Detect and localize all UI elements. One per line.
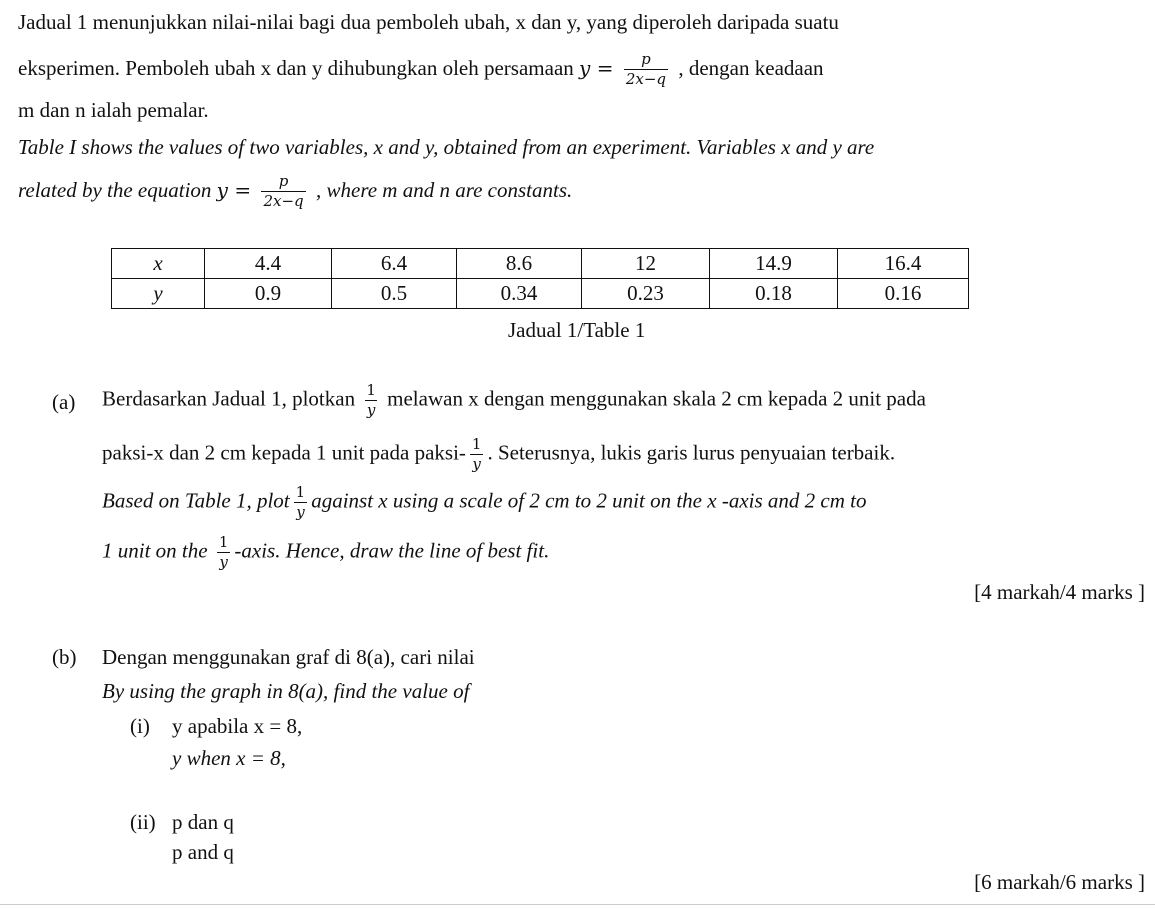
part-a-en-line-1a: Based on Table 1, plot: [102, 488, 290, 513]
part-b-marks: [6 markah/6 marks ]: [974, 870, 1145, 894]
fraction-den: y: [366, 401, 376, 419]
intro-ms-line-2b: , dengan keadaan: [678, 56, 824, 80]
intro-en-line-2b: , where m and n are constants.: [316, 178, 573, 202]
table-cell: 0.9: [205, 279, 332, 309]
part-a-en-line-2: [102, 535, 549, 570]
fraction-1-over-y: [364, 383, 378, 418]
data-table: [111, 248, 969, 309]
part-a-en-line-2b: -axis. Hence, draw the line of best fit.: [234, 538, 550, 563]
equation-ms: [579, 50, 678, 88]
part-a-en-line-1b: against x using a scale of 2 cm to 2 unit on the x -axis and 2 cm to: [311, 488, 867, 513]
table-cell: 0.23: [582, 279, 710, 309]
intro-ms-line-3: m dan n ialah pemalar.: [18, 98, 209, 122]
fraction-num: 1: [295, 483, 306, 501]
bottom-rule: [0, 904, 1155, 905]
fraction-num: 1: [471, 435, 482, 453]
table-row-y: [112, 279, 969, 309]
fraction-den: y: [296, 503, 305, 521]
intro-en-line-2: [18, 174, 572, 209]
intro-en-line-1: Table I shows the values of two variables, x and y, obtained from an experiment. Variables x and y are: [18, 135, 875, 159]
equation-en: [216, 172, 316, 210]
part-a-ms-line-1b: melawan x dengan menggunakan skala 2 cm kepada 2 unit pada: [387, 386, 926, 411]
equation-denominator-en: 2x−q: [263, 192, 304, 210]
intro-ms-line-2a: eksperimen. Pemboleh ubah x dan y dihubungkan oleh persamaan: [18, 56, 574, 80]
equation-numerator: p: [641, 50, 651, 68]
table-cell: 16.4: [838, 249, 969, 279]
table-cell: 0.34: [457, 279, 582, 309]
equation-denominator: 2x−q: [625, 70, 666, 88]
part-b-i-label: (i): [130, 714, 150, 738]
table-cell: 14.9: [710, 249, 838, 279]
intro-ms-line-2: [18, 52, 824, 87]
equation-fraction-en: [261, 174, 305, 209]
part-b-label: (b): [52, 645, 77, 669]
fraction-num: 1: [218, 533, 229, 551]
part-b-ii-ms: p dan q: [172, 810, 234, 834]
table-cell: 0.16: [838, 279, 969, 309]
table-cell: 0.18: [710, 279, 838, 309]
table-cell: 12: [582, 249, 710, 279]
equation-lhs: y =: [579, 56, 614, 80]
part-b-ii-en: p and q: [172, 840, 234, 864]
intro-ms-line-1: Jadual 1 menunjukkan nilai-nilai bagi dua pemboleh ubah, x dan y, yang diperoleh daripada suatu: [18, 10, 839, 34]
part-a-en-line-1: [102, 485, 866, 520]
table-caption: Jadual 1/Table 1: [508, 318, 646, 342]
table-row-x: [112, 249, 969, 279]
fraction-den: y: [219, 553, 228, 571]
table-cell: 4.4: [205, 249, 332, 279]
part-a-ms-line-2b: . Seterusnya, lukis garis lurus penyuaian terbaik.: [487, 440, 896, 465]
equation-lhs-en: y =: [216, 178, 252, 202]
fraction-num: 1: [366, 381, 376, 399]
equation-numerator-en: p: [278, 172, 289, 190]
table-header-x: x: [112, 249, 205, 279]
fraction-den: y: [472, 455, 481, 473]
part-b-ii-label: (ii): [130, 810, 156, 834]
fraction-1-over-y: [470, 437, 484, 472]
part-a-ms-line-1: [102, 383, 926, 418]
table-header-y: y: [112, 279, 205, 309]
part-a-marks: [4 markah/4 marks ]: [974, 580, 1145, 604]
part-a-ms-line-2a: paksi-x dan 2 cm kepada 1 unit pada paksi-: [102, 440, 466, 465]
equation-fraction: [624, 52, 668, 87]
table-cell: 0.5: [332, 279, 457, 309]
part-b-i-ms: y apabila x = 8,: [172, 714, 303, 738]
part-a-ms-line-1a: Berdasarkan Jadual 1, plotkan: [102, 386, 356, 411]
part-a-ms-line-2: [102, 437, 895, 472]
part-b-i-en: y when x = 8,: [172, 746, 286, 770]
part-a-label: (a): [52, 390, 76, 414]
part-b-ms: Dengan menggunakan graf di 8(a), cari nilai: [102, 645, 475, 669]
fraction-1-over-y: [294, 485, 308, 520]
part-a-en-line-2a: 1 unit on the: [102, 538, 208, 563]
table-cell: 6.4: [332, 249, 457, 279]
table-cell: 8.6: [457, 249, 582, 279]
intro-en-line-2a: related by the equation: [18, 178, 212, 202]
part-b-en: By using the graph in 8(a), find the value of: [102, 679, 470, 703]
fraction-1-over-y: [217, 535, 231, 570]
